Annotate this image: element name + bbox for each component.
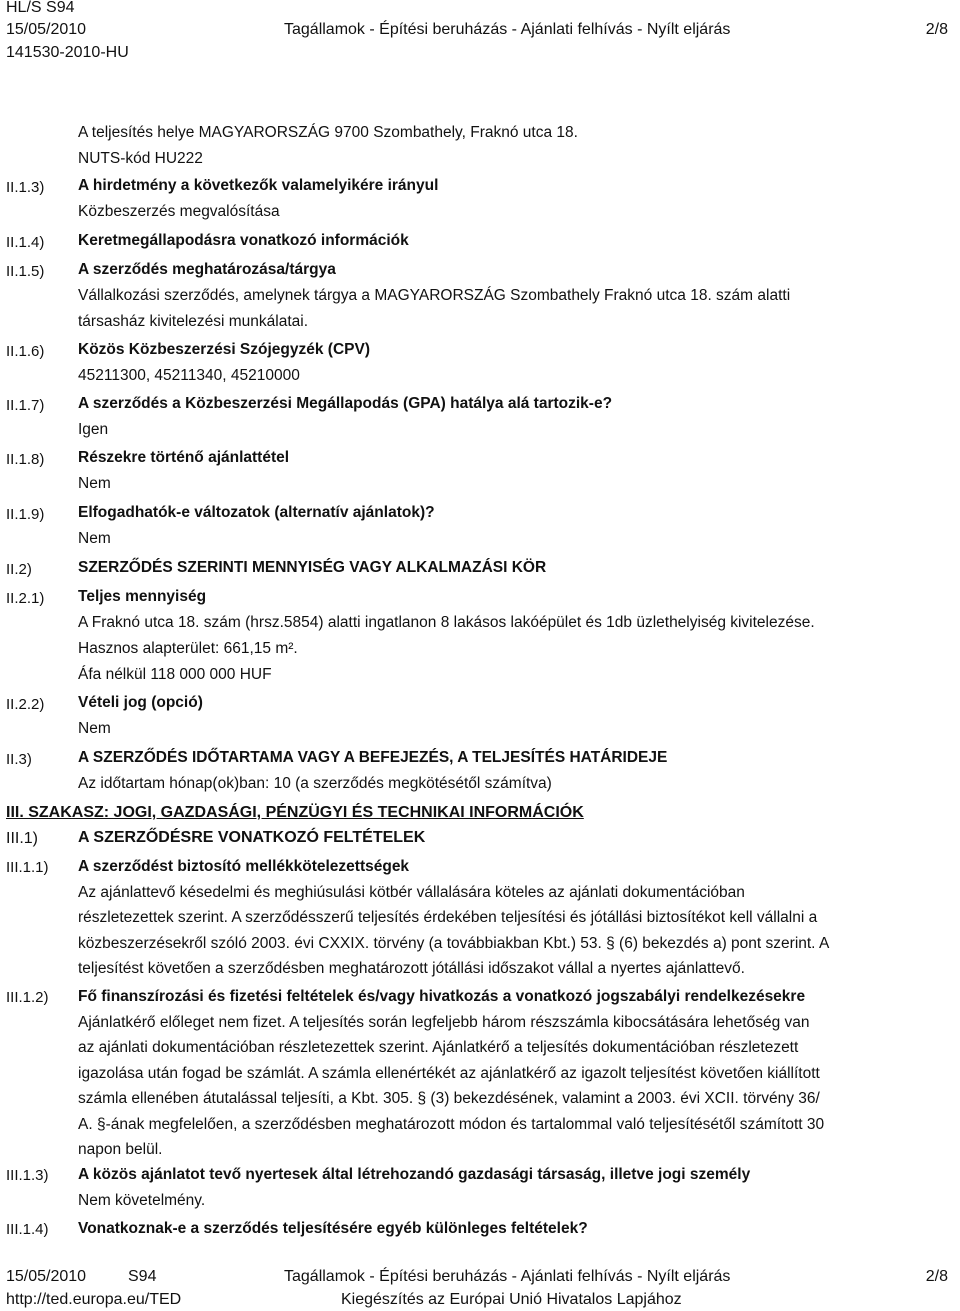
- section-iii-heading: III. SZAKASZ: JOGI, GAZDASÁGI, PÉNZÜGYI ÉS TECHNIKAI INFORMÁCIÓK: [6, 804, 584, 821]
- section-ii15: [78, 257, 948, 335]
- iii13-title: A közös ajánlatot tevő nyertesek által létrehozandó gazdasági társaság, illetve jogi személy: [78, 1166, 751, 1183]
- iii12-line: igazolása után fogad be számlát. A számla ellenértékét az ajánlatkérő az igazolt teljesítést követően kiállított: [78, 1064, 820, 1082]
- iii12-title: Fő finanszírozási és fizetési feltételek és/vagy hivatkozás a vonatkozó jogszabályi rendelkezésekre: [78, 988, 806, 1005]
- label-ii18: II.1.8): [6, 451, 45, 468]
- ii21-line2: Hasznos alapterület: 661,15 m².: [78, 640, 298, 657]
- ii22-title: Vételi jog (opció): [78, 694, 203, 711]
- ii3-value: Az időtartam hónap(ok)ban: 10 (a szerződés megkötésétől számítva): [78, 775, 552, 792]
- iii13-value: Nem követelmény.: [78, 1191, 206, 1209]
- section-ii19: [78, 500, 948, 552]
- iii11-title: A szerződést biztosító mellékkötelezettségek: [78, 858, 410, 875]
- section-ii16: [78, 337, 948, 389]
- label-ii15: II.1.5): [6, 263, 45, 280]
- label-ii14: II.1.4): [6, 234, 45, 251]
- label-ii19: II.1.9): [6, 506, 45, 523]
- section-ii17: [78, 391, 948, 443]
- section-iii13: [78, 1162, 948, 1213]
- label-ii16: II.1.6): [6, 343, 45, 360]
- ii16-title: Közös Közbeszerzési Szójegyzék (CPV): [78, 341, 370, 358]
- header-page: 2/8: [925, 21, 948, 38]
- ii19-value: Nem: [78, 530, 111, 547]
- header-doc-id: HL/S S94: [6, 0, 75, 16]
- iii11-line: részletezettek szerint. A szerződésszerű teljesítés érdekében teljesítési és jótállási biztosítékot kell vállalni a: [78, 909, 818, 926]
- iii14-title: Vonatkoznak-e a szerződés teljesítésére egyéb különleges feltételek?: [78, 1220, 588, 1237]
- iii12-line: napon belül.: [78, 1141, 163, 1158]
- ii17-title: A szerződés a Közbeszerzési Megállapodás (GPA) hatálya alá tartozik-e?: [78, 395, 613, 412]
- label-ii21: II.2.1): [6, 590, 45, 607]
- section-iii12: [78, 984, 948, 1163]
- ii15-title: A szerződés meghatározása/tárgya: [78, 261, 336, 278]
- ii21-line3: Áfa nélkül 118 000 000 HUF: [78, 666, 272, 683]
- header-title: Tagállamok - Építési beruházás - Ajánlati felhívás - Nyílt eljárás: [284, 21, 731, 38]
- label-iii1: III.1): [6, 830, 39, 847]
- ii14-title: Keretmegállapodásra vonatkozó információk: [78, 232, 409, 249]
- footer-subtitle: Kiegészítés az Európai Unió Hivatalos Lapjához: [341, 1291, 682, 1308]
- iii12-line: Ajánlatkérő előleget nem fizet. A teljesítés során legfeljebb három részszámla kibocsátására lehetőség van: [78, 1013, 810, 1031]
- ii16-value: 45211300, 45211340, 45210000: [78, 367, 300, 384]
- section-iii11: [78, 854, 948, 982]
- ii22-value: Nem: [78, 720, 111, 737]
- iii11-line: teljesítést követően a szerződésben meghatározott jótállási időszakot vállal a nyertes ajánlattevő.: [78, 960, 745, 977]
- label-iii14: III.1.4): [6, 1221, 49, 1238]
- label-iii13: III.1.3): [6, 1167, 49, 1184]
- label-iii11: III.1.1): [6, 859, 49, 876]
- section-ii18: [78, 445, 948, 497]
- iii12-line: számla ellenében átutalással teljesíti, a Kbt. 305. § (3) bekezdésének, valamint a 2003. évi XCII. törvény 36/: [78, 1090, 820, 1107]
- ii21-title: Teljes mennyiség: [78, 588, 207, 605]
- label-iii12: III.1.2): [6, 989, 49, 1006]
- iii12-line: az ajánlati dokumentációban részletezettek szerint. Ajánlatkérő a teljesítés dokumentációban részletezett: [78, 1039, 799, 1056]
- footer-date: 15/05/2010: [6, 1268, 87, 1285]
- ii13-title: A hirdetmény a következők valamelyikére irányul: [78, 177, 439, 194]
- label-ii17: II.1.7): [6, 397, 45, 414]
- label-ii22: II.2.2): [6, 696, 45, 713]
- ii15-line2: társasház kivitelezési munkálatai.: [78, 313, 309, 330]
- ii19-title: Elfogadhatók-e változatok (alternatív ajánlatok)?: [78, 504, 435, 521]
- ii18-value: Nem: [78, 475, 111, 492]
- ii2-title: SZERZŐDÉS SZERINTI MENNYISÉG VAGY ALKALMAZÁSI KÖR: [78, 559, 547, 576]
- label-ii2: II.2): [6, 561, 32, 578]
- section-iii1: [78, 825, 948, 851]
- label-ii13: II.1.3): [6, 179, 45, 196]
- section-ii22: [78, 690, 948, 742]
- place-of-performance: [78, 120, 948, 172]
- iii1-title: A SZERZŐDÉSRE VONATKOZÓ FELTÉTELEK: [78, 829, 426, 846]
- footer-page: 2/8: [925, 1268, 948, 1285]
- footer-series: S94: [128, 1268, 157, 1285]
- nuts-code: NUTS-kód HU222: [78, 150, 203, 167]
- label-ii3: II.3): [6, 751, 32, 768]
- section-ii13: [78, 173, 948, 225]
- section-ii3: [78, 745, 948, 797]
- place-text: A teljesítés helye MAGYARORSZÁG 9700 Szombathely, Fraknó utca 18.: [78, 124, 578, 141]
- ii3-title: A SZERZŐDÉS IDŐTARTAMA VAGY A BEFEJEZÉS, A TELJESÍTÉS HATÁRIDEJE: [78, 749, 668, 766]
- ii15-line1: Vállalkozási szerződés, amelynek tárgya a MAGYARORSZÁG Szombathely Fraknó utca 18. szám alatti: [78, 287, 791, 304]
- ii17-value: Igen: [78, 421, 109, 438]
- ii13-value: Közbeszerzés megvalósítása: [78, 203, 280, 220]
- section-ii14: [78, 228, 948, 254]
- ii21-line1: A Fraknó utca 18. szám (hrsz.5854) alatti ingatlanon 8 lakásos lakóépület és 1db üzlethelyiség kivitelezése.: [78, 614, 815, 631]
- header-notice-number: 141530-2010-HU: [6, 44, 129, 61]
- ii18-title: Részekre történő ajánlattétel: [78, 449, 290, 466]
- footer-url[interactable]: http://ted.europa.eu/TED: [6, 1291, 182, 1308]
- footer-title: Tagállamok - Építési beruházás - Ajánlati felhívás - Nyílt eljárás: [284, 1268, 731, 1285]
- section-iii14: [78, 1216, 948, 1242]
- header-date: 15/05/2010: [6, 21, 87, 38]
- iii12-line: A. §-ának megfelelően, a szerződésben meghatározott módon és tartalommal való teljesítésétől számított 30: [78, 1115, 825, 1133]
- section-ii2: [78, 555, 948, 581]
- section-ii21: [78, 584, 948, 688]
- iii11-line: Az ajánlattevő késedelmi és meghiúsulási kötbér vállalására köteles az ajánlati dokumentációban: [78, 883, 745, 901]
- iii11-line: közbeszerzésekről szóló 2003. évi CXXIX. törvény (a továbbiakban Kbt.) 53. § (6) bekezdés a) pont szerint. A: [78, 934, 830, 952]
